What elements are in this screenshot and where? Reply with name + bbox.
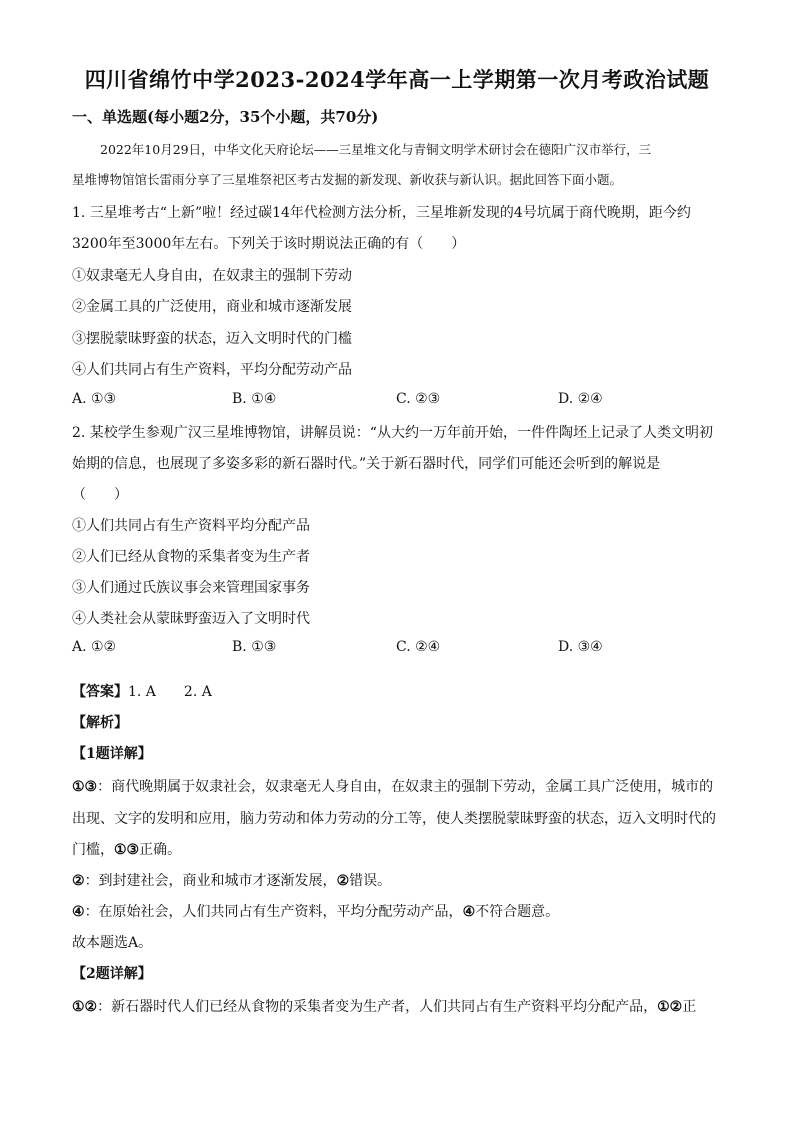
q2-option-d: D. ③④ xyxy=(558,639,603,655)
detail-1-p2-marker: ② xyxy=(72,873,85,889)
detail-2-marker: ①② xyxy=(72,999,98,1015)
answer-text: 1. A 2. A xyxy=(128,684,212,700)
section-heading: 一、单选题(每小题2分，35个小题，共70分) xyxy=(72,108,379,126)
q1-stem-line-2: 3200年至3000年左右。下列关于该时期说法正确的有（ ） xyxy=(72,236,466,252)
analysis-label: 【解析】 xyxy=(72,715,128,731)
detail-1-para-2 xyxy=(72,870,391,890)
detail-1-para-line-2: 出现、文字的发明和应用，脑力劳动和体力劳动的分工等，使人类摆脱蒙昧野蛮的状态，迈入文明时代的 xyxy=(72,811,716,827)
detail-1-p3-marker-2: ④ xyxy=(462,904,476,920)
detail-1-para-3 xyxy=(72,901,559,921)
page-title: 四川省绵竹中学2023-2024学年高一上学期第一次月考政治试题 xyxy=(84,67,710,92)
q2-option-b: B. ①③ xyxy=(232,639,277,655)
q2-stem-line-2: 始期的信息，也展现了多姿多彩的新石器时代。”关于新石器时代，同学们可能还会听到的解说是 xyxy=(72,456,661,472)
detail-2-label: 【2题详解】 xyxy=(72,966,152,982)
q1-option-b: B. ①④ xyxy=(232,391,277,407)
q1-stem-line-1: 1. 三星堆考古“上新”啦！经过碳14年代检测方法分析，三星堆新发现的4号坑属于商代晚期，距今约 xyxy=(72,205,691,221)
detail-1-p2-marker-2: ② xyxy=(336,873,350,889)
detail-2-marker-2: ①② xyxy=(657,999,683,1015)
detail-1-text-a: ：商代晚期属于奴隶社会，奴隶毫无人身自由，在奴隶主的强制下劳动，金属工具广泛使用，城市的 xyxy=(97,779,714,795)
q1-item-2: ②金属工具的广泛使用，商业和城市逐渐发展 xyxy=(72,299,352,315)
detail-1-para-line-3 xyxy=(72,839,181,859)
q2-option-c: C. ②④ xyxy=(396,639,441,655)
detail-2-para-1 xyxy=(72,996,696,1016)
answer-label: 【答案】 xyxy=(72,684,128,700)
detail-1-text-c: 门槛， xyxy=(72,842,114,858)
q2-option-a: A. ①② xyxy=(72,639,117,655)
detail-1-p2-end: 错误。 xyxy=(349,873,392,889)
q1-item-4: ④人们共同占有生产资料，平均分配劳动产品 xyxy=(72,362,352,378)
detail-2-text-end: 正 xyxy=(682,999,697,1015)
q1-item-3: ③摆脱蒙昧野蛮的状态，迈入文明时代的门槛 xyxy=(72,331,352,347)
q1-option-d: D. ②④ xyxy=(558,391,603,407)
detail-1-label: 【1题详解】 xyxy=(72,746,152,762)
answer-line xyxy=(72,681,212,701)
q2-stem-line-1: 2. 某校学生参观广汉三星堆博物馆，讲解员说：“从大约一万年前开始，一件件陶坯上记录了人类文明初 xyxy=(72,425,713,441)
detail-2-text: ：新石器时代人们已经从食物的采集者变为生产者，人们共同占有生产资料平均分配产品， xyxy=(97,999,658,1015)
q2-item-3: ③人们通过氏族议事会来管理国家事务 xyxy=(72,580,310,596)
detail-1-text-c-end: 正确。 xyxy=(139,842,182,858)
q1-option-c: C. ②③ xyxy=(396,391,441,407)
detail-1-marker-2: ①③ xyxy=(114,842,140,858)
detail-1-conclusion: 故本题选A。 xyxy=(72,935,153,951)
q1-option-a: A. ①③ xyxy=(72,391,117,407)
q2-item-1: ①人们共同占有生产资料平均分配产品 xyxy=(72,518,310,534)
q1-item-1: ①奴隶毫无人身自由，在奴隶主的强制下劳动 xyxy=(72,268,352,284)
passage-line-2: 星堆博物馆馆长雷雨分享了三星堆祭祀区考古发掘的新发现、新收获与新认识。据此回答下面小题。 xyxy=(72,172,623,187)
q2-item-4: ④人类社会从蒙昧野蛮迈入了文明时代 xyxy=(72,611,310,627)
detail-1-p3-end: 不符合题意。 xyxy=(475,904,560,920)
detail-1-p3-text: ：在原始社会，人们共同占有生产资料，平均分配劳动产品， xyxy=(84,904,463,920)
q2-stem-line-3: （ ） xyxy=(72,487,128,503)
detail-1-p3-marker: ④ xyxy=(72,904,85,920)
detail-1-marker: ①③ xyxy=(72,779,98,795)
q2-item-2: ②人们已经从食物的采集者变为生产者 xyxy=(72,549,310,565)
detail-1-p2-text: ：到封建社会，商业和城市才逐渐发展， xyxy=(84,873,337,889)
detail-1-para-line-1 xyxy=(72,776,713,796)
passage-line-1: 2022年10月29日，中华文化天府论坛——三星堆文化与青铜文明学术研讨会在德阳广汉市举行，三 xyxy=(100,142,652,157)
